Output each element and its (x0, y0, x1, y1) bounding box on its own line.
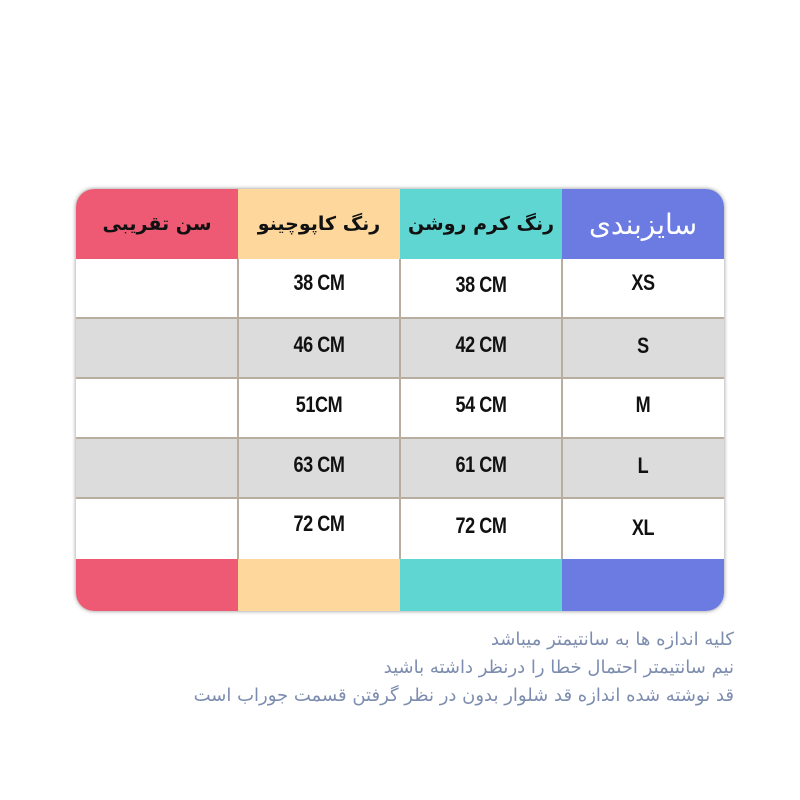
footer-cappuccino (238, 559, 400, 611)
footer-age (76, 559, 238, 611)
header-age: سن تقریبی (76, 189, 238, 259)
cell-cappuccino-s: 46 CM (293, 332, 345, 357)
cell-age-m (76, 379, 238, 437)
note-line: نیم سانتیمتر احتمال خطا را درنظر داشته باشید (383, 657, 734, 678)
footer-sizes (562, 559, 724, 611)
note-line: کلیه اندازه ها به سانتیمتر میباشد (490, 629, 734, 650)
cell-light-cream-xs: 38 CM (455, 272, 507, 297)
cell-light-cream-s: 42 CM (455, 332, 507, 357)
column-light-cream (400, 189, 562, 611)
cell-light-cream-xl: 72 CM (455, 513, 507, 538)
size-chart-table (76, 189, 724, 611)
cell-size-s: S (637, 333, 649, 358)
cell-age-xs (76, 259, 238, 317)
cell-cappuccino-xl: 72 CM (293, 511, 345, 536)
note-line: قد نوشته شده اندازه قد شلوار بدون در نظر گرفتن قسمت جوراب است (193, 685, 734, 706)
cell-cappuccino-m: 51CM (295, 392, 343, 417)
cell-age-xl (76, 499, 238, 557)
cell-age-s (76, 319, 238, 377)
cell-size-xl: XL (631, 515, 655, 540)
cell-light-cream-l: 61 CM (455, 452, 507, 477)
cell-age-l (76, 439, 238, 497)
cell-size-xs: XS (631, 270, 655, 295)
cell-cappuccino-l: 63 CM (293, 452, 345, 477)
column-cappuccino (238, 189, 400, 611)
grid-line-vertical (561, 259, 563, 559)
grid-line-vertical (399, 259, 401, 559)
cell-light-cream-m: 54 CM (455, 392, 507, 417)
cell-size-m: M (635, 392, 651, 417)
column-sizes (562, 189, 724, 611)
cell-size-l: L (637, 453, 649, 478)
header-sizes: سایزبندی (562, 189, 724, 259)
grid-line-vertical (237, 259, 239, 559)
notes (194, 626, 734, 710)
footer-light-cream (400, 559, 562, 611)
cell-cappuccino-xs: 38 CM (293, 270, 345, 295)
header-cappuccino: رنگ کاپوچینو (238, 189, 400, 259)
header-light-cream: رنگ کرم روشن (400, 189, 562, 259)
column-age (76, 189, 238, 611)
